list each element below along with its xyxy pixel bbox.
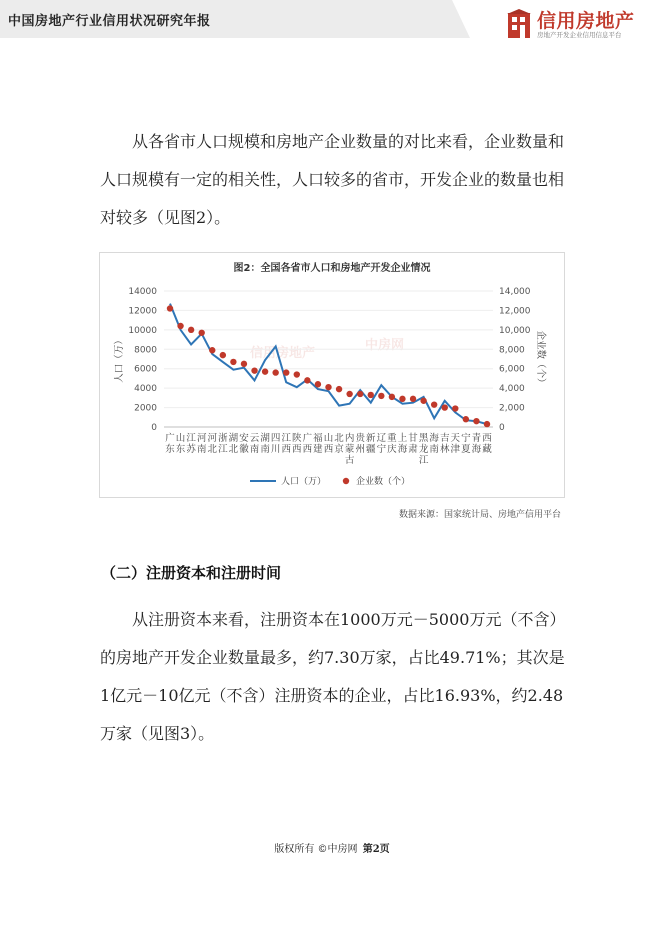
category-label: 宁 (376, 444, 387, 455)
category-label: 贵 (355, 433, 365, 444)
category-label: 山 (323, 433, 334, 444)
left-axis-title: 人口（万） (114, 335, 125, 383)
category-label: 藏 (482, 444, 492, 455)
right-tick-label: 6,000 (499, 364, 525, 375)
category-label: 广 (302, 433, 313, 444)
category-label: 辽 (376, 433, 387, 444)
legend-enterprise-label: 企业数（个） (356, 477, 411, 487)
legend-population-label: 人口（万） (281, 477, 327, 487)
logo-tagline: 房地产开发企业信用信息平台 (537, 31, 622, 39)
category-label: 安 (239, 433, 249, 444)
category-label: 北 (334, 433, 344, 444)
left-tick-label: 14000 (128, 287, 157, 297)
category-label: 湖 (228, 433, 239, 444)
enterprise-point (272, 369, 278, 375)
category-label: 北 (207, 444, 218, 455)
category-label: 建 (313, 444, 323, 455)
enterprise-point (209, 347, 215, 353)
category-label: 海 (397, 444, 408, 455)
right-axis-label (535, 330, 547, 387)
enterprise-point (346, 391, 352, 397)
category-label: 疆 (366, 444, 376, 455)
intro-paragraph: 从各省市人口规模和房地产企业数量的对比来看，企业数量和人口规模有一定的相关性，人口较多的省市，开发企业的数量也相对较多（见图2）。 (100, 132, 565, 227)
report-title: 中国房地产行业信用状况研究年报 (8, 14, 211, 29)
category-label: 龙 (418, 444, 429, 455)
watermark-right: 中房网 (365, 338, 405, 353)
left-tick-label: 10000 (128, 325, 157, 336)
enterprise-point (251, 367, 257, 373)
category-label: 庆 (387, 444, 397, 455)
enterprise-point (188, 327, 194, 333)
enterprise-point (167, 305, 173, 311)
chart-figure (99, 252, 565, 498)
category-label: 青 (471, 433, 482, 444)
category-label: 海 (429, 433, 439, 444)
left-tick-label: 0 (151, 423, 157, 433)
watermark-left: 信用房地产 (250, 346, 316, 361)
category-label: 甘 (408, 433, 418, 444)
category-label: 京 (334, 444, 344, 455)
left-axis-label (113, 335, 125, 383)
enterprise-point (199, 330, 205, 336)
category-label: 西 (292, 444, 302, 455)
section-title: （二）注册资本和注册时间 (101, 564, 282, 582)
category-label: 南 (249, 444, 260, 455)
category-label: 夏 (461, 444, 471, 455)
building-logo-icon (507, 9, 533, 39)
enterprise-point (304, 377, 310, 383)
right-tick-label: 12,000 (499, 306, 531, 317)
capital-paragraph: 从注册资本来看，注册资本在1000万元－5000万元（不含）的房地产开发企业数量最多，约7.30万家，占比49.71%；其次是1亿元－10亿元（不含）注册资本的企业，占比16.93%，约2.48万家（见图3）。 (100, 610, 566, 743)
enterprise-point (473, 418, 479, 424)
category-label: 林 (439, 444, 450, 455)
category-label: 古 (344, 455, 355, 466)
enterprise-point (315, 381, 321, 387)
category-label: 陕 (292, 433, 302, 444)
category-label: 川 (270, 444, 281, 455)
left-tick-label: 6000 (134, 364, 157, 375)
brand-logo[interactable] (507, 6, 657, 40)
category-label: 东 (165, 444, 175, 455)
category-label: 云 (249, 433, 260, 444)
left-tick-label: 2000 (134, 403, 157, 414)
enterprise-point (325, 384, 331, 390)
enterprise-point (442, 404, 448, 410)
category-label: 徽 (239, 444, 249, 455)
category-label: 湖 (260, 433, 270, 444)
enterprise-point (294, 371, 300, 377)
enterprise-point (368, 392, 374, 398)
category-label: 苏 (186, 444, 196, 455)
category-label: 四 (270, 433, 281, 444)
category-label: 山 (175, 433, 186, 444)
enterprise-point (230, 359, 236, 365)
category-label: 南 (429, 444, 439, 455)
enterprise-point (241, 361, 247, 367)
enterprise-point (283, 369, 289, 375)
category-label: 津 (450, 444, 461, 455)
page-footer (0, 840, 662, 855)
footer-copyright: 版权所有 ©中房网 (274, 844, 358, 855)
population-line (170, 304, 487, 425)
category-label: 江 (218, 444, 228, 455)
category-label: 肃 (408, 444, 418, 455)
category-label: 西 (323, 444, 334, 455)
right-tick-label: 0 (499, 423, 505, 433)
chart-series (167, 304, 490, 428)
left-tick-label: 12000 (128, 306, 157, 317)
category-label: 江 (281, 433, 291, 444)
category-label: 州 (355, 444, 365, 455)
enterprise-point (378, 393, 384, 399)
category-label: 河 (196, 433, 207, 444)
legend-dot-swatch (343, 478, 349, 484)
category-label: 北 (228, 444, 239, 455)
category-label: 新 (366, 433, 376, 444)
enterprise-point (431, 401, 437, 407)
category-label: 东 (175, 444, 186, 455)
category-label: 上 (397, 433, 408, 444)
enterprise-point (452, 405, 458, 411)
right-tick-label: 10,000 (499, 325, 531, 336)
enterprise-point (336, 386, 342, 392)
chart-legend (250, 475, 410, 487)
category-label: 西 (302, 444, 313, 455)
footer-page-number: 第2页 (362, 844, 390, 855)
category-label: 河 (207, 433, 218, 444)
enterprise-point (463, 416, 469, 422)
enterprise-point (357, 391, 363, 397)
chart-title: 图2：全国各省市人口和房地产开发企业情况 (233, 263, 431, 274)
category-label: 蒙 (344, 444, 355, 455)
category-label: 天 (450, 433, 461, 444)
category-label: 江 (418, 455, 429, 466)
category-label: 广 (165, 433, 175, 444)
category-label: 内 (344, 433, 355, 444)
category-label: 西 (281, 444, 291, 455)
category-label: 南 (260, 444, 270, 455)
category-label: 重 (387, 433, 397, 444)
category-label: 宁 (461, 433, 471, 444)
category-label: 吉 (439, 433, 450, 444)
enterprise-point (262, 368, 268, 374)
enterprise-point (410, 396, 416, 402)
enterprise-point (399, 396, 405, 402)
right-tick-label: 2,000 (499, 403, 525, 414)
category-label: 南 (196, 444, 207, 455)
category-label: 西 (482, 433, 492, 444)
category-label: 福 (313, 433, 323, 444)
left-tick-label: 8000 (134, 345, 157, 356)
left-axis-ticks (128, 287, 157, 433)
right-tick-label: 14,000 (499, 287, 531, 297)
logo-name: 信用房地产 (537, 10, 635, 32)
category-label: 海 (471, 444, 482, 455)
right-axis-title: 企业数（个） (535, 330, 546, 388)
enterprise-point (484, 421, 490, 427)
enterprise-point (389, 394, 395, 400)
enterprise-point (177, 323, 183, 329)
category-labels (165, 432, 492, 466)
population-enterprise-chart (100, 253, 564, 497)
category-label: 浙 (218, 433, 228, 444)
right-tick-label: 4,000 (499, 384, 525, 395)
source-note: 数据来源：国家统计局、房地产信用平台 (398, 510, 561, 520)
page-header (0, 0, 662, 40)
enterprise-point (420, 398, 426, 404)
category-label: 江 (186, 433, 196, 444)
left-tick-label: 4000 (134, 384, 157, 395)
category-label: 黑 (418, 433, 429, 444)
right-tick-label: 8,000 (499, 345, 525, 356)
enterprise-point (220, 352, 226, 358)
right-axis-ticks (499, 287, 531, 433)
